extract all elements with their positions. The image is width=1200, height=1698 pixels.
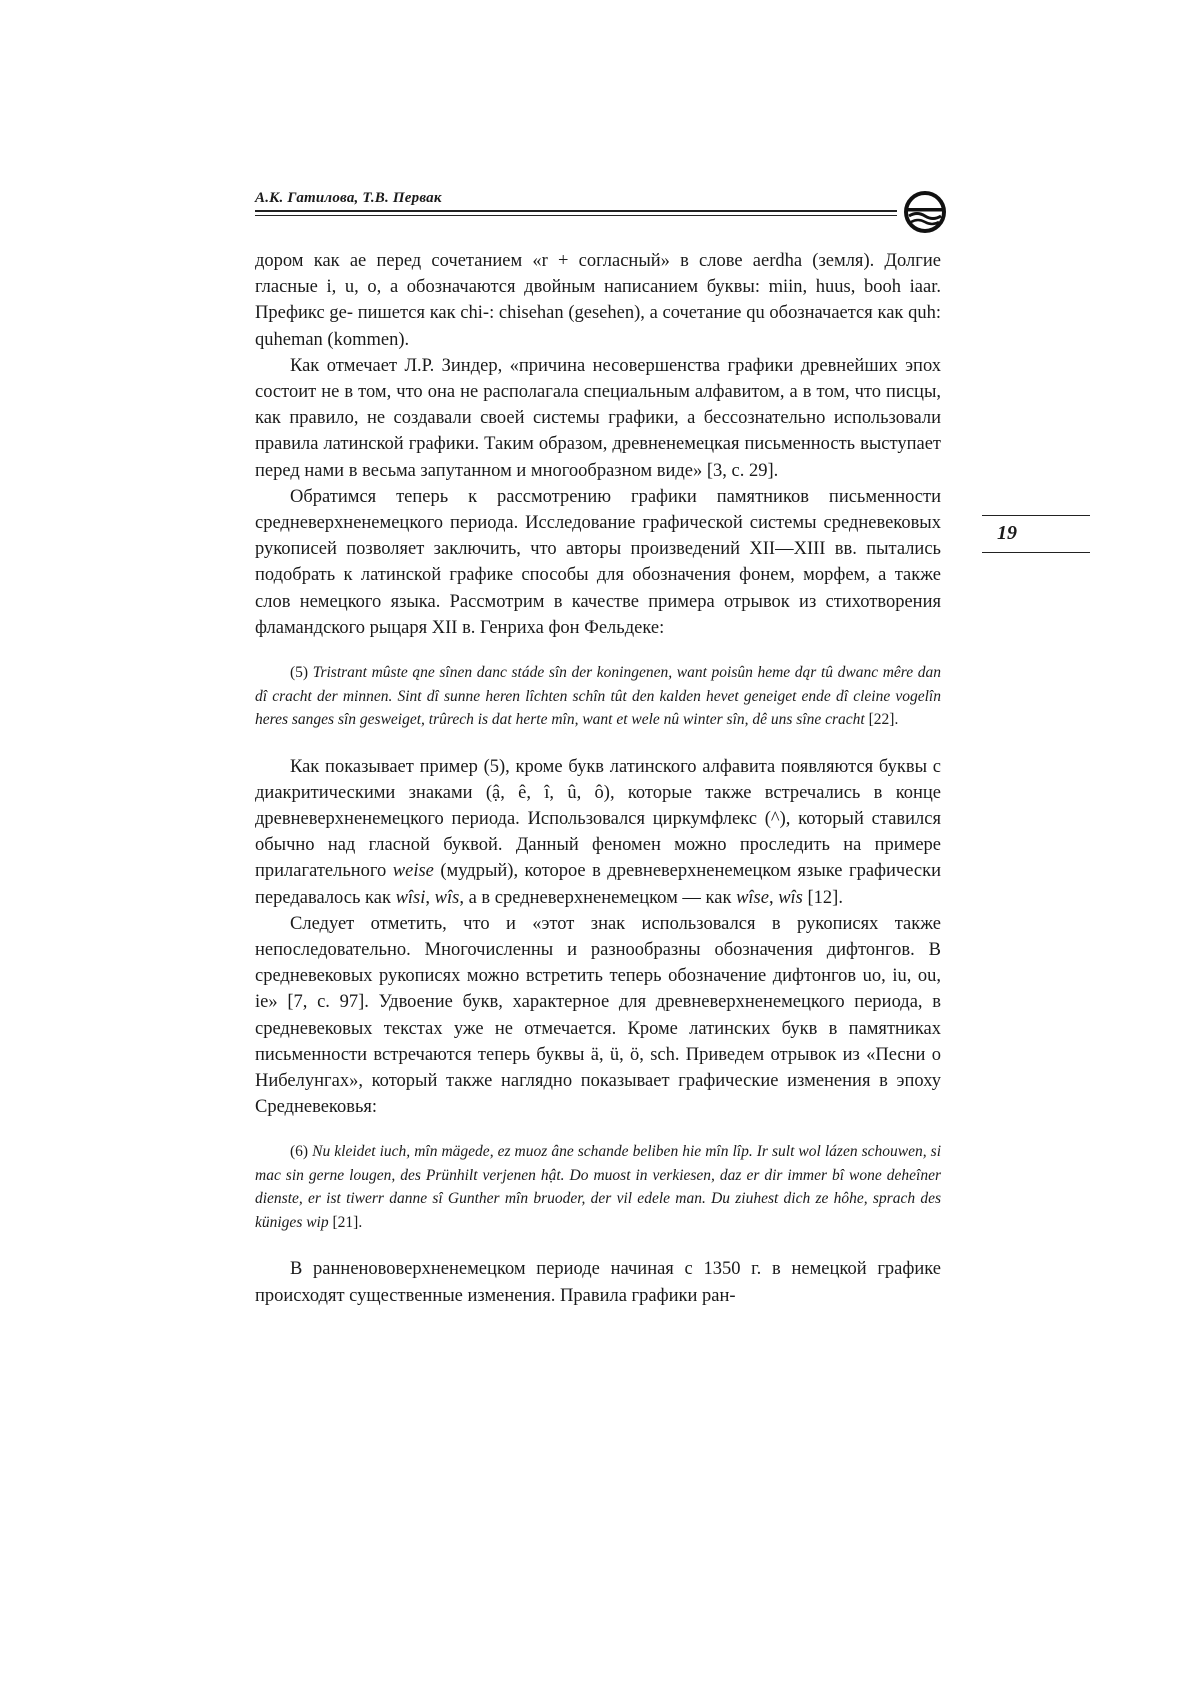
paragraph: В ранненововерхненемецком периоде начиная с 1350 г. в немецкой графике происходят существенные изменения. Правила графики ран- <box>255 1259 941 1306</box>
example-text: Tristrant mûste ąne sînen danc stáde sîn der koningenen, want poisûn heme dąr tû dwanc mêre dan dî cracht der minnen. Sint dî sunne heren lîchten schîn tût den kalden hevet geneiget ende dî cleine vogelîn heres sanges sîn gesweiget, trûrech is dat herte mîn, want et wele nû winter sîn, dê uns sîne cracht <box>255 664 941 729</box>
term: weise <box>392 861 434 882</box>
example-text: Nu kleidet iuch, mîn mägede, ez muoz âne schande beliben hie mîn lîp. Ir sult wol lázen schouwen, si mac sin gerne lougen, des Prünhilt verjenen hật. Do muost in verkiesen, daz er dir immer bî wone deheîner dienste, er ist tiwerr danne sî Gunther mîn bruoder, der vil edele man. Du ziuhest dich ze hôhe, sprach des küniges wip <box>255 1143 942 1231</box>
term: wîs <box>434 887 460 908</box>
journal-logo-icon <box>903 190 947 234</box>
paragraph: Обратимся теперь к рассмотрению графики памятников письменности средневерхненемецкого периода. Исследование графической системы средневековых рукописей позволяет заключить, что авторы произведений XII—XIII вв. пытались подобрать к латинской графике способы для обозначения фонем, морфем, а также слов немецкого языка. Рассмотрим в качестве примера отрывок из стихотворения фламандского рыцаря XII в. Генриха фон Фельдеке: <box>255 486 941 638</box>
paragraph: дором как ae перед сочетанием «r + согласный» в слове aerdha (земля). Долгие гласные i, u, o, a обозначаются двойным написанием буквы: miin, huus, booh iaar. Префикс ge- пишется как chi-: chisehan (gesehen), a сочетание qu обозначается как quh: quheman (kommen). <box>255 251 941 350</box>
example-number: (5) <box>290 664 309 682</box>
paragraph: Как отмечает Л.Р. Зиндер, «причина несовершенства графики древнейших эпох состоит не в том, что она не располагала специальным алфавитом, а в том, что писцы, как правило, не создавали своей системы графики, а бессознательно использовали правила латинской графики. Таким образом, древненемецкая письменность выступает перед нами в весьма запутанном и многообразном виде» [3, с. 29]. <box>255 355 941 481</box>
term: wîsi <box>395 887 426 908</box>
header-authors: А.К. Гатилова, Т.В. Первак <box>255 190 442 206</box>
header-rule-thin <box>255 215 897 216</box>
paragraph: Как показывает пример (5), кроме букв латинского алфавита появляются буквы с диакритическими знаками (ậ, ê, î, û, ô), которые также встречались в конце древневерхненемецкого периода. Использовался циркумфлекс (^), который ставился обычно над гласной буквой. Данный феномен можно проследить на примере прилагательного weise (мудрый), которое в древневерхненемецком языке графически передавалось как wîsi, wîs, а в средневерхненемецком — как wîse, wîs [12]. <box>255 756 941 908</box>
term: wîse <box>736 887 769 908</box>
header-rule <box>255 210 897 212</box>
paragraph: Следует отметить, что и «этот знак использовался в рукописях также непоследовательно. Многочисленны и разнообразны обозначения дифтонгов. В средневековых рукописях можно встретить теперь обозначение дифтонгов uo, iu, ou, ie» [7, с. 97]. Удвоение букв, характерное для древневерхненемецкого периода, в средневековых текстах уже не отмечается. Кроме латинских букв в памятниках письменности встречаются теперь буквы ä, ü, ö, sch. Приведем отрывок из «Песни о Нибелунгах», который также наглядно показывает графические изменения в эпоху Средневековья: <box>255 913 941 1118</box>
example-citation: [22]. <box>868 711 899 729</box>
term: wîs <box>778 887 803 908</box>
example-6 <box>255 1140 941 1234</box>
example-number: (6) <box>290 1143 309 1161</box>
example-citation: [21]. <box>332 1213 363 1231</box>
page-number-box <box>982 515 1090 553</box>
example-5 <box>255 661 941 732</box>
running-header <box>255 190 941 232</box>
article-body <box>255 248 941 1309</box>
page-number: 19 <box>997 522 1017 544</box>
